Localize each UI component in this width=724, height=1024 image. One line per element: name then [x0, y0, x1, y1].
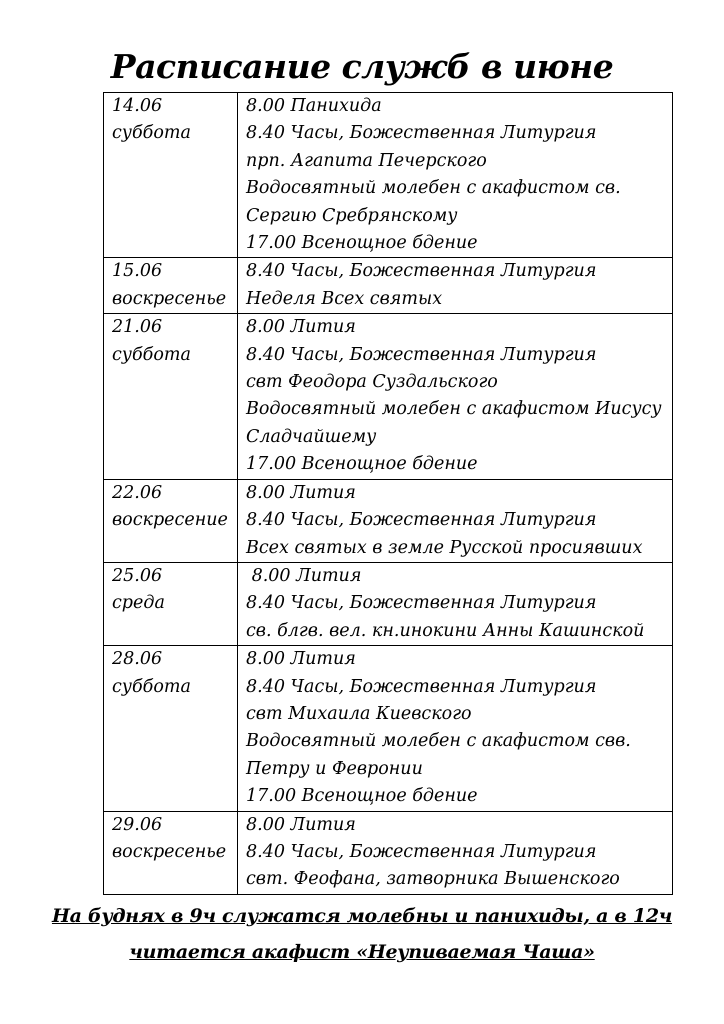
service-line: Сладчайшему	[246, 426, 377, 447]
footer-note	[0, 898, 724, 970]
schedule-row	[104, 562, 673, 645]
schedule-row	[104, 314, 673, 479]
date-cell	[104, 562, 238, 645]
service-line: 17.00 Всенощное бдение	[246, 786, 478, 807]
service-line: Водосвятный молебен с акафистом Иисусу	[246, 399, 662, 420]
service-line: 8.00 Лития	[246, 317, 356, 338]
services-cell	[238, 646, 673, 811]
schedule-table	[103, 92, 673, 895]
date-cell	[104, 479, 238, 562]
weekday: среда	[112, 593, 165, 614]
service-line: Петру и Февронии	[246, 758, 423, 779]
footer-line-1: На буднях в 9ч служатся молебны и панихиды, а в 12ч	[51, 905, 673, 927]
service-line: 8.40 Часы, Божественная Литургия	[246, 344, 597, 365]
service-line: свт Михаила Киевского	[246, 703, 472, 724]
service-line: 8.40 Часы, Божественная Литургия	[246, 841, 597, 862]
schedule-row	[104, 479, 673, 562]
date-cell	[104, 811, 238, 894]
date-cell	[104, 314, 238, 479]
weekday: воскресение	[112, 510, 228, 531]
services-cell	[238, 93, 673, 258]
date: 29.06	[112, 814, 163, 835]
service-line: 8.40 Часы, Божественная Литургия	[246, 261, 597, 282]
footer-line-2: читается акафист «Неупиваемая Чаша»	[129, 941, 595, 963]
service-line: 17.00 Всенощное бдение	[246, 454, 478, 475]
service-line: 8.40 Часы, Божественная Литургия	[246, 593, 597, 614]
service-line: 8.40 Часы, Божественная Литургия	[246, 510, 597, 531]
date: 14.06	[112, 96, 163, 116]
schedule-row	[104, 93, 673, 258]
weekday: суббота	[112, 123, 191, 144]
service-line: 8.00 Лития	[246, 649, 356, 670]
service-line: 8.00 Панихида	[246, 96, 382, 116]
service-line: 17.00 Всенощное бдение	[246, 233, 478, 254]
schedule-row	[104, 811, 673, 894]
date-cell	[104, 93, 238, 258]
schedule-row	[104, 646, 673, 811]
date-cell	[104, 258, 238, 314]
service-line: 8.00 Лития	[246, 565, 362, 586]
date: 22.06	[112, 482, 163, 503]
weekday: воскресенье	[112, 288, 227, 309]
services-cell	[238, 479, 673, 562]
service-line: 8.00 Лития	[246, 482, 356, 503]
service-line: 8.40 Часы, Божественная Литургия	[246, 676, 597, 697]
service-line: 8.40 Часы, Божественная Литургия	[246, 123, 597, 144]
service-line: св. блгв. вел. кн.инокини Анны Кашинской	[246, 620, 645, 641]
services-cell	[238, 314, 673, 479]
service-line: Водосвятный молебен с акафистом свв.	[246, 731, 631, 752]
date: 21.06	[112, 317, 163, 338]
service-line: прп. Агапита Печерского	[246, 150, 487, 171]
date: 25.06	[112, 565, 163, 586]
service-line: свт. Феофана, затворника Вышенского	[246, 869, 620, 890]
date: 15.06	[112, 261, 163, 282]
schedule-row	[104, 258, 673, 314]
weekday: суббота	[112, 344, 191, 365]
service-line: свт Феодора Суздальского	[246, 372, 498, 393]
services-cell	[238, 258, 673, 314]
page-title: Расписание служб в июне	[110, 47, 614, 86]
service-line: Сергию Сребрянскому	[246, 205, 458, 226]
date: 28.06	[112, 649, 163, 670]
service-line: Всех святых в земле Русской просиявших	[246, 537, 643, 558]
date-cell	[104, 646, 238, 811]
services-cell	[238, 811, 673, 894]
service-line: Водосвятный молебен с акафистом св.	[246, 178, 621, 199]
weekday: суббота	[112, 676, 191, 697]
weekday: воскресенье	[112, 841, 227, 862]
service-line: Неделя Всех святых	[246, 288, 443, 309]
service-line: 8.00 Лития	[246, 814, 356, 835]
services-cell	[238, 562, 673, 645]
